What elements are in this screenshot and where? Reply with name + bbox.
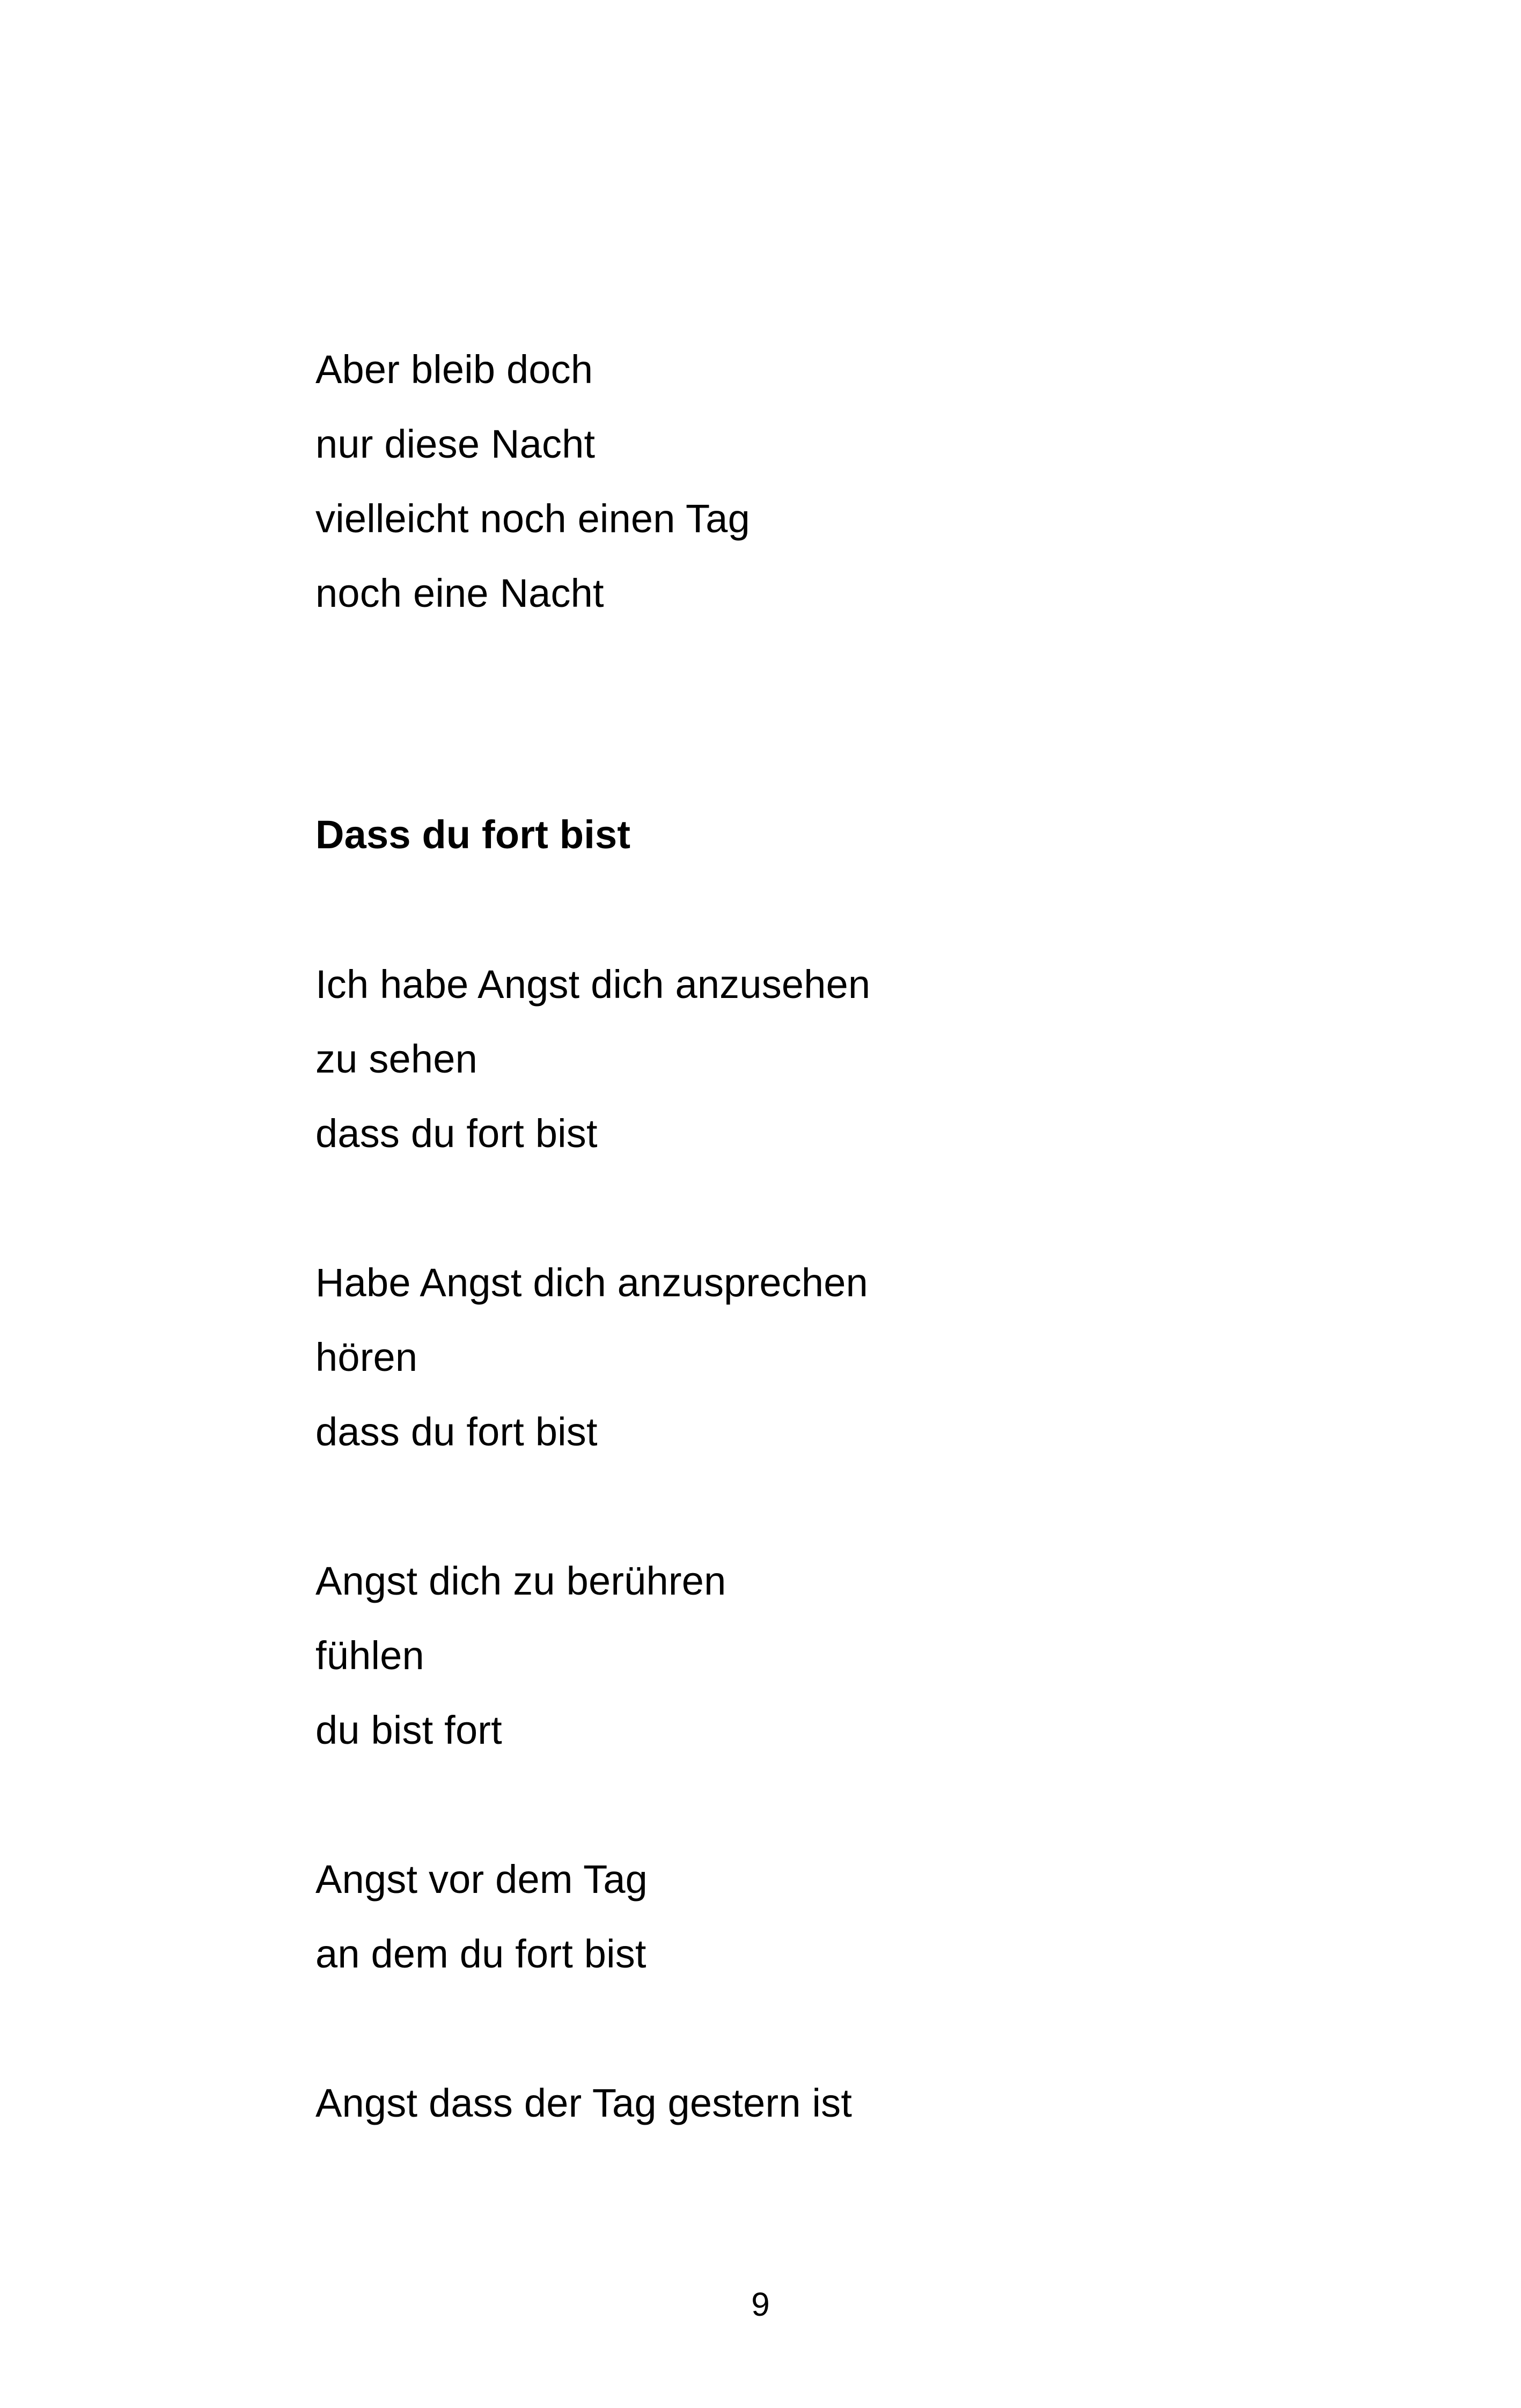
stanza-2-line-1: Habe Angst dich anzusprechen — [315, 1260, 868, 1305]
stanza-5-line-1: Angst dass der Tag gestern ist — [315, 2081, 853, 2125]
intro-line-1: Aber bleib doch — [315, 347, 593, 392]
stanza-3-line-1: Angst dich zu berühren — [315, 1559, 726, 1603]
stanza-4-line-2: an dem du fort bist — [315, 1932, 646, 1976]
stanza-2-line-3: dass du fort bist — [315, 1409, 598, 1454]
intro-line-4: noch eine Nacht — [315, 571, 604, 615]
stanza-2-line-2: hören — [315, 1335, 418, 1379]
poem-title: Dass du fort bist — [315, 812, 631, 857]
stanza-1-line-1: Ich habe Angst dich anzusehen — [315, 962, 871, 1007]
intro-line-2: nur diese Nacht — [315, 422, 596, 466]
stanza-1-line-3: dass du fort bist — [315, 1111, 598, 1156]
stanza-1-line-2: zu sehen — [315, 1037, 477, 1081]
page-number: 9 — [751, 2286, 770, 2323]
stanza-3-line-3: du bist fort — [315, 1708, 502, 1752]
stanza-4-line-1: Angst vor dem Tag — [315, 1857, 648, 1902]
stanza-3-line-2: fühlen — [315, 1633, 424, 1678]
intro-line-3: vielleicht noch einen Tag — [315, 496, 750, 541]
